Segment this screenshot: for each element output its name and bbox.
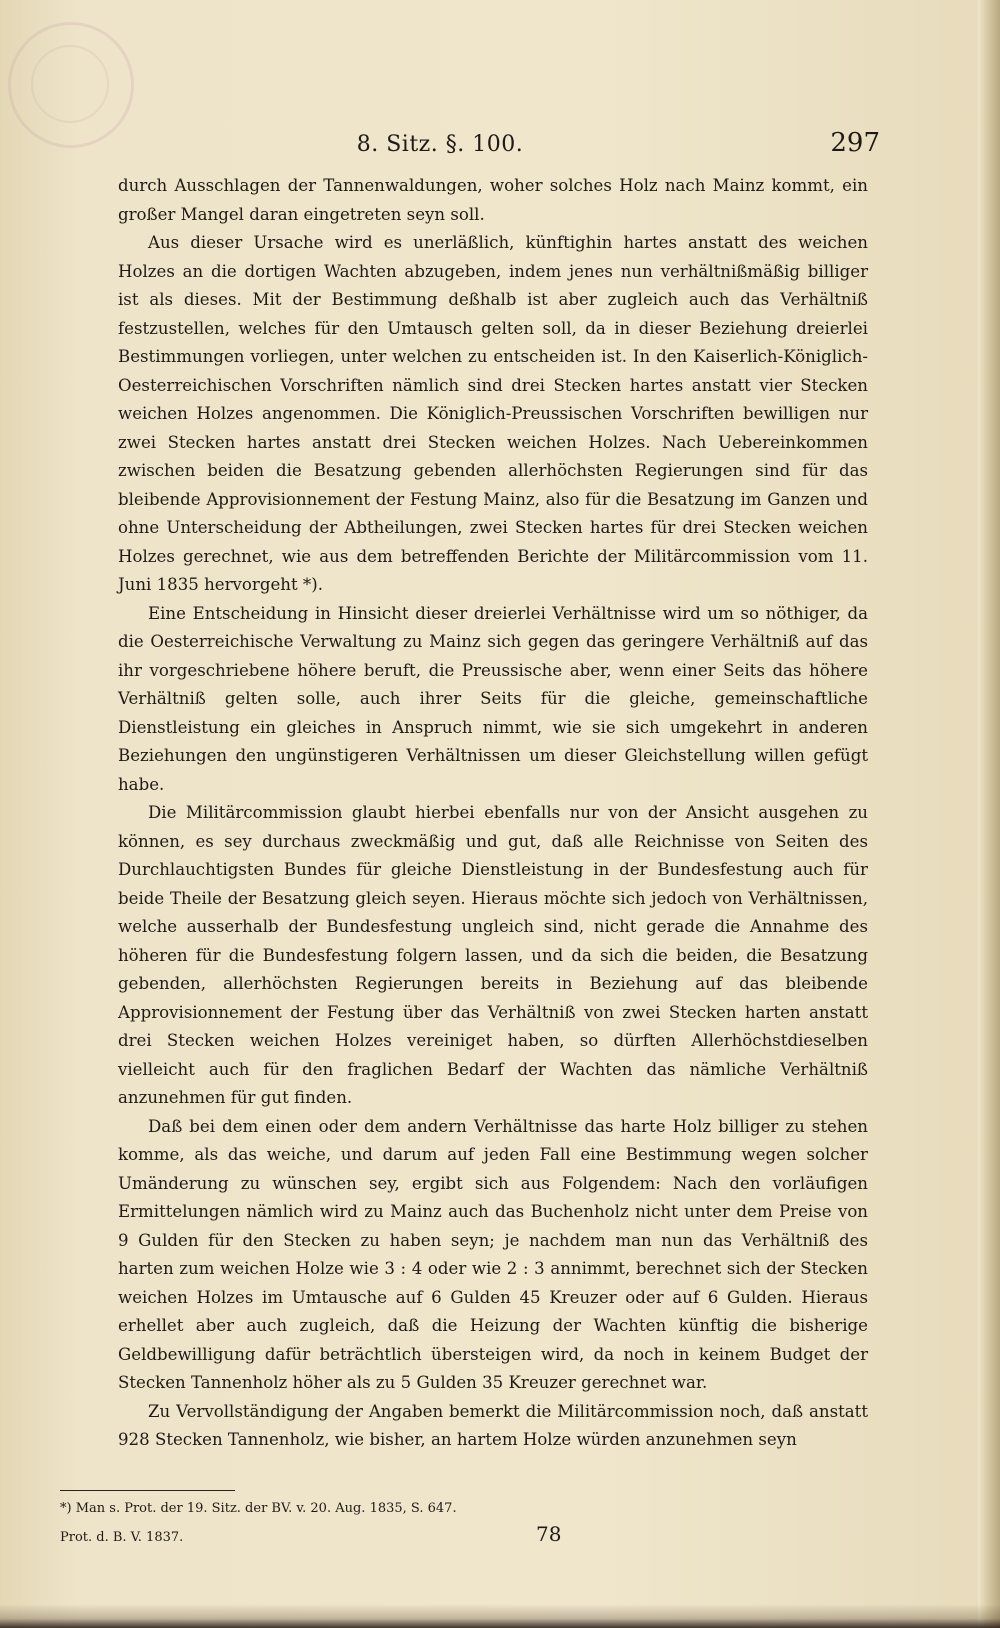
- running-head: [120, 128, 880, 164]
- paragraph: Eine Entscheidung in Hinsicht dieser dreierlei Verhältnisse wird um so nöthiger, da die Oesterreichische Verwaltung zu Mainz sich gegen das geringere Verhältniß auf das ihr vorgeschriebene höhere beruft, die Preussische aber, wenn einer Seits das höhere Verhältniß gelten solle, auch ihrer Seits für die gleiche, gemeinschaftliche Dienstleistung ein gleiches in Anspruch nimmt, wie sie sich umgekehrt in anderen Beziehungen den ungünstigeren Verhältnissen um dieser Gleichstellung willen gefügt habe.: [118, 603, 868, 794]
- bottom-edge-shadow: [0, 1604, 1000, 1628]
- paragraph: durch Ausschlagen der Tannenwaldungen, woher solches Holz nach Mainz kommt, ein großer Mangel daran eingetreten seyn soll.: [118, 176, 868, 224]
- paragraph: Zu Vervollständigung der Angaben bemerkt die Militärcommission noch, daß anstatt 928 Stecken Tannenholz, wie bisher, an hartem Holze würden anzunehmen seyn: [118, 1401, 868, 1449]
- paragraph: Aus dieser Ursache wird es unerläßlich, künftighin hartes anstatt des weichen Holzes an die dortigen Wachten abzugeben, indem jenes nun verhältnißmäßig billiger ist als dieses. Mit der Bestimmung deßhalb ist aber zugleich auch das Verhältniß festzustellen, welches für den Umtausch gelten soll, da in dieser Beziehung dreierlei Bestimmungen vorliegen, unter welchen zu entscheiden ist. In den Kaiserlich-Königlich-Oesterreichischen Vorschriften nämlich sind drei Stecken hartes anstatt vier Stecken weichen Holzes angenommen. Die Königlich-Preussischen Vorschriften bewilligen nur zwei Stecken hartes anstatt drei Stecken weichen Holzes. Nach Uebereinkommen zwischen beiden die Besatzung gebenden allerhöchsten Regierungen sind für das bleibende Approvisionnement der Festung Mainz, also für die Besatzung im Ganzen und ohne Unterscheidung der Abtheilungen, zwei Stecken hartes für drei Stecken weichen Holzes gerechnet, wie aus dem betreffenden Berichte der Militärcommission vom 11. Juni 1835 hervorgeht *).: [118, 233, 868, 594]
- body-text: [118, 172, 868, 1455]
- sheet-number: 78: [536, 1522, 562, 1546]
- footnote-rule: [60, 1490, 235, 1491]
- library-stamp-inner: [31, 45, 109, 123]
- running-title: 8. Sitz. §. 100.: [356, 132, 524, 157]
- page-number: 297: [830, 128, 880, 158]
- library-stamp: [8, 22, 134, 148]
- paragraph: Die Militärcommission glaubt hierbei ebenfalls nur von der Ansicht ausgehen zu können, es sey durchaus zweckmäßig und gut, daß alle Reichnisse von Seiten des Durchlauchtigsten Bundes für gleiche Dienstleistung in der Bundesfestung auch für beide Theile der Besatzung gleich seyen. Hieraus möchte sich jedoch von Verhältnissen, welche ausserhalb der Bundesfestung ungleich sind, nicht gerade die Annahme des höheren für die Bundesfestung folgern lassen, und da sich die beiden, die Besatzung gebenden, allerhöchsten Regierungen bereits in Beziehung auf das bleibende Approvisionnement der Festung über das Verhältniß von zwei Stecken harten anstatt drei Stecken weichen Holzes vereiniget haben, so dürften Allerhöchstdieselben vielleicht auch für den fraglichen Bedarf der Wachten das nämliche Verhältniß anzunehmen für gut finden.: [118, 803, 868, 1107]
- signature-mark: Prot. d. B. V. 1837.: [60, 1530, 184, 1545]
- footnote: *) Man s. Prot. der 19. Sitz. der BV. v. 20. Aug. 1835, S. 647.: [60, 1501, 457, 1516]
- paragraph: Daß bei dem einen oder dem andern Verhältnisse das harte Holz billiger zu stehen komme, als das weiche, und darum auf jeden Fall eine Bestimmung wegen solcher Umänderung zu wünschen sey, ergibt sich aus Folgendem: Nach den vorläufigen Ermittelungen nämlich wird zu Mainz auch das Buchenholz nicht unter dem Preise von 9 Gulden für den Stecken zu haben seyn; je nachdem man nun das Verhältniß des harten zum weichen Holze wie 3 : 4 oder wie 2 : 3 annimmt, berechnet sich der Stecken weichen Holzes im Umtausche auf 6 Gulden 45 Kreuzer oder auf 6 Gulden. Hieraus erhellet aber auch zugleich, daß die Heizung der Wachten künftig die bisherige Geldbewilligung dafür beträchtlich übersteigen wird, da noch in keinem Budget der Stecken Tannenholz höher als zu 5 Gulden 35 Kreuzer gerechnet war.: [118, 1116, 868, 1392]
- page-edge-shadow: [978, 0, 1000, 1628]
